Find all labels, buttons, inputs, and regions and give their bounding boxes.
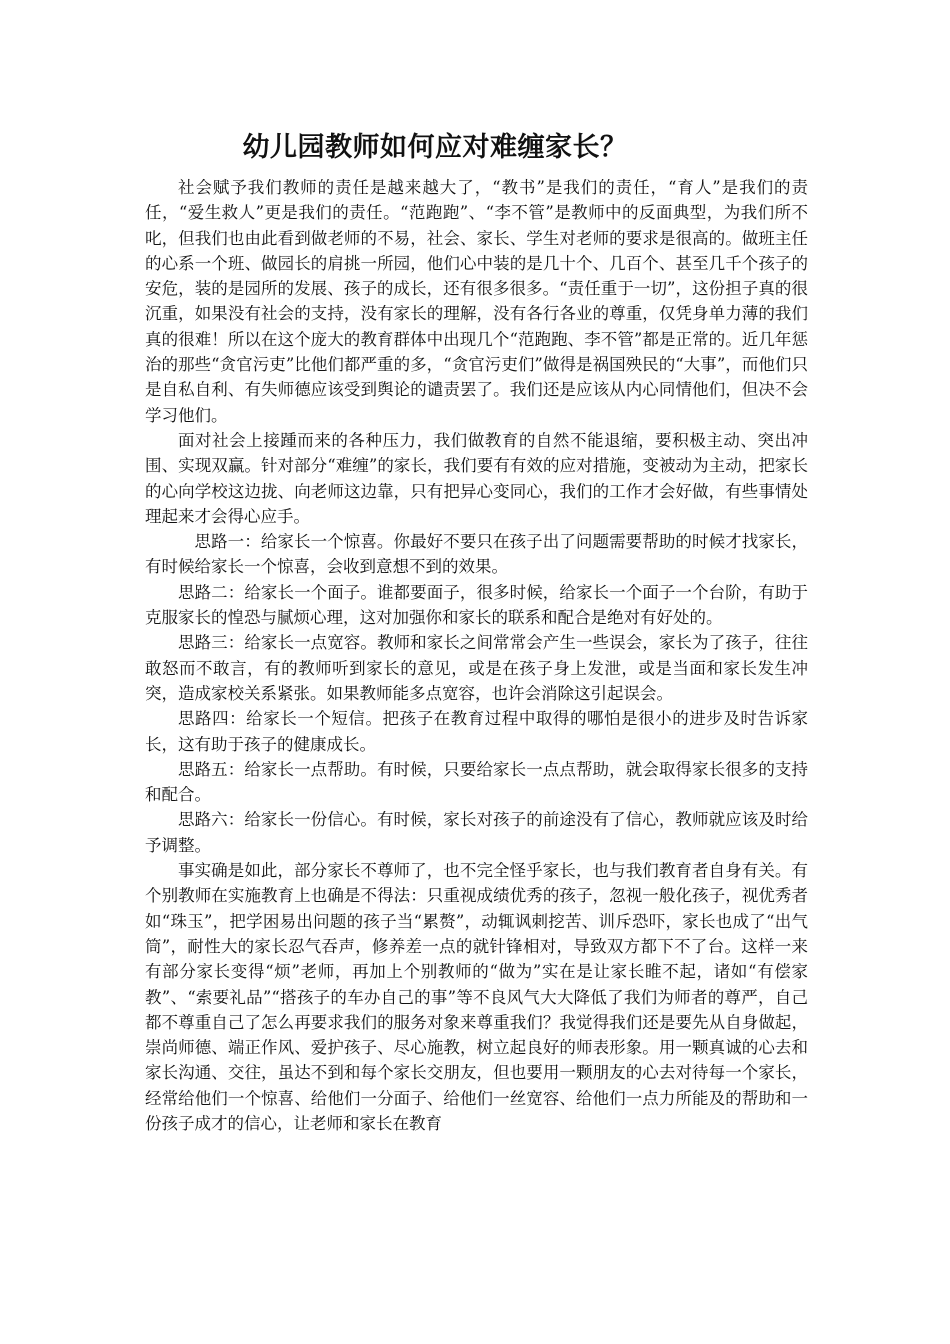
paragraph-conclusion: 事实确是如此，部分家长不尊师了，也不完全怪乎家长，也与我们教育者自身有关。有个别教师在实施教育上也确是不得法：只重视成绩优秀的孩子，忽视一般化孩子，视优秀者如“珠玉”，把学困易出问题的孩子当“累赘”，动辄讽刺挖苦、训斥恐吓，家长也成了“出气筒”，耐性大的家长忍气吞声，修养差一点的就针锋相对，导致双方都下不了台。这样一来有部分家长变得“烦”老师，再加上个别教师的“做为”实在是让家长睢不起，诸如“有偿家教”、“索要礼品”“搭孩子的车办自己的事”等不良风气大大降低了我们为师者的尊严，自己都不尊重自己了怎么再要求我们的服务对象来尊重我们？我觉得我们还是要先从自身做起，崇尚师德、端正作风、爱护孩子、尽心施教，树立起良好的师表形象。用一颗真诚的心去和家长沟通、交往，虽达不到和每个家长交朋友，但也要用一颗朋友的心去对待每一个家长，经常给他们一个惊喜、给他们一分面子、给他们一丝宽容、给他们一点力所能及的帮助和一份孩子成才的信心，让老师和家长在教育 [145,861,808,1133]
paragraph-intro: 社会赋予我们教师的责任是越来越大了，“教书”是我们的责任，“育人”是我们的责任，“爱生救人”更是我们的责任。“范跑跑”、“李不管”是教师中的反面典型，为我们所不叱，但我们也由此看到做老师的不易，社会、家长、学生对老师的要求是很高的。做班主任的心系一个班、做园长的肩挑一所园，他们心中装的是几十个、几百个、甚至几千个孩子的安危，装的是园所的发展、孩子的成长，还有很多很多。“责任重于一切”，这份担子真的很沉重，如果没有社会的支持，没有家长的理解，没有各行各业的尊重，仅凭身单力薄的我们真的很难！所以在这个庞大的教育群体中出现几个“范跑跑、李不管”都是正常的。近几年惩治的那些“贪官污吏”比他们都严重的多，“贪官污吏们”做得是祸国殃民的“大事”，而他们只是自私自利、有失师德应该受到舆论的谴责罢了。我们还是应该从内心同情他们，但决不会学习他们。 [145,178,808,425]
paragraph-idea-1: 思路一：给家长一个惊喜。你最好不要只在孩子出了问题需要帮助的时候才找家长，有时候给家长一个惊喜，会收到意想不到的效果。 [145,532,808,577]
paragraph-idea-3: 思路三：给家长一点宽容。教师和家长之间常常会产生一些误会，家长为了孩子，往往敢怒而不敢言，有的教师听到家长的意见，或是在孩子身上发泄，或是当面和家长发生冲突，造成家校关系紧张。如果教师能多点宽容，也许会消除这引起误会。 [145,633,808,703]
document-body [145,175,808,1136]
paragraph-idea-4: 思路四：给家长一个短信。把孩子在教育过程中取得的哪怕是很小的进步及时告诉家长，这有助于孩子的健康成长。 [145,709,808,754]
paragraph-idea-5: 思路五：给家长一点帮助。有时候，只要给家长一点点帮助，就会取得家长很多的支持和配合。 [145,759,808,805]
paragraph-idea-6: 思路六：给家长一份信心。有时候，家长对孩子的前途没有了信心，教师就应该及时给予调整。 [145,810,808,855]
document-title: 幼儿园教师如何应对难缠家长？ [242,132,628,163]
paragraph-pressure: 面对社会上接踵而来的各种压力，我们做教育的自然不能退缩，要积极主动、突出冲围、实现双赢。针对部分“难缠”的家长，我们要有有效的应对措施，变被动为主动，把家长的心向学校这边拢、向老师这边靠，只有把异心变同心，我们的工作才会好做，有些事情处理起来才会得心应手。 [145,430,808,526]
paragraph-idea-2: 思路二：给家长一个面子。谁都要面子，很多时候，给家长一个面子一个台阶，有助于克服家长的惶恐与腻烦心理，这对加强你和家长的联系和配合是绝对有好处的。 [145,582,808,628]
